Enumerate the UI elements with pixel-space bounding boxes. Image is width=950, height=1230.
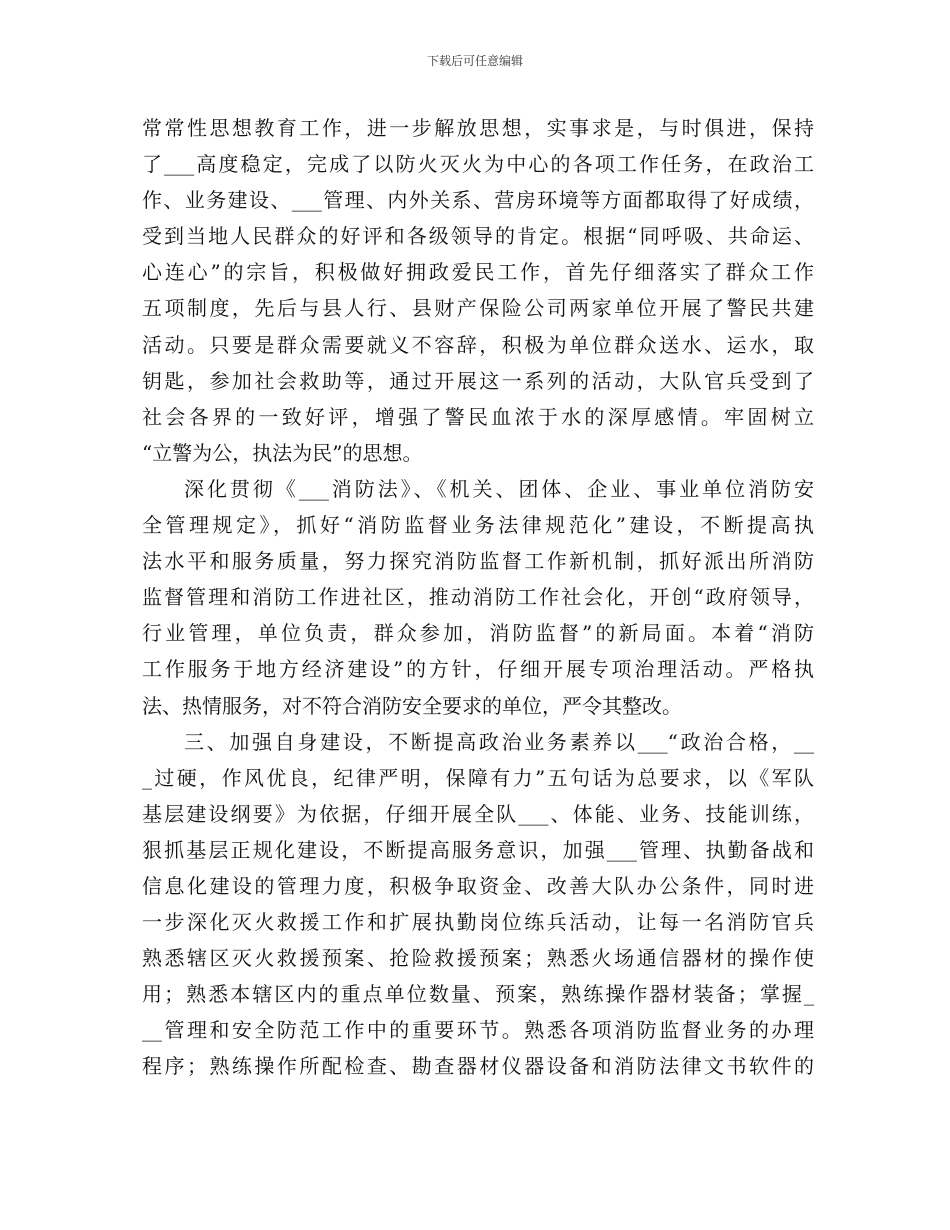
text-line: 熟悉辖区灭火救援预案、抢险救援预案；熟悉火场通信器材的操作使: [142, 946, 814, 971]
text-line: 深化贯彻《___消防法》、《机关、团体、企业、事业单位消防安: [184, 476, 814, 501]
text-line: 社会各界的一致好评，增强了警民血浓于水的深厚感情。牢固树立: [142, 404, 814, 429]
text-line: 法水平和服务质量，努力探究消防监督工作新机制，抓好派出所消防: [142, 549, 814, 574]
document-body: [142, 110, 814, 1085]
text-line: 狠抓基层正规化建设，不断提高服务意识，加强___管理、执勤备战和: [142, 837, 814, 862]
text-line: 钥匙，参加社会救助等，通过开展这一系列的活动，大队官兵受到了: [142, 368, 814, 393]
text-line: 心连心”的宗旨，积极做好拥政爱民工作，首先仔细落实了群众工作: [142, 260, 814, 285]
text-line: 作、业务建设、___管理、内外关系、营房环境等方面都取得了好成绩，: [142, 188, 814, 213]
text-line: 程序；熟练操作所配检查、勘查器材仪器设备和消防法律文书软件的: [142, 1054, 814, 1079]
text-line: 一步深化灭火救援工作和扩展执勤岗位练兵活动，让每一名消防官兵: [142, 910, 814, 935]
page-header: 下载后可任意编辑: [426, 54, 523, 68]
text-line: 行业管理，单位负责，群众参加，消防监督”的新局面。本着“消防: [142, 621, 814, 646]
text-line: 用；熟悉本辖区内的重点单位数量、预案，熟练操作器材装备；掌握_: [142, 982, 814, 1007]
text-line: 常常性思想教育工作，进一步解放思想，实事求是，与时俱进，保持: [142, 116, 814, 140]
text-line: 监督管理和消防工作进社区，推动消防工作社会化，开创“政府领导，: [142, 585, 814, 610]
text-line: 全管理规定》，抓好“消防监督业务法律规范化”建设，不断提高执: [142, 513, 814, 538]
text-line: 三、加强自身建设，不断提高政治业务素养以___“政治合格，__: [184, 729, 814, 754]
text-line: 基层建设纲要》为依据，仔细开展全队___、体能、业务、技能训练，: [142, 801, 814, 826]
text-line: 法、热情服务，对不符合消防安全要求的单位，严令其整改。: [142, 693, 682, 718]
text-line: __管理和安全防范工作中的重要环节。熟悉各项消防监督业务的办理: [142, 1018, 814, 1043]
text-line: 信息化建设的管理力度，积极争取资金、改善大队办公条件，同时进: [142, 873, 814, 898]
text-line: _过硬，作风优良，纪律严明，保障有力”五句话为总要求，以《军队: [142, 765, 814, 790]
text-line: 受到当地人民群众的好评和各级领导的肯定。根据“同呼吸、共命运、: [142, 224, 814, 249]
text-line: 活动。只要是群众需要就义不容辞，积极为单位群众送水、运水，取: [142, 332, 814, 357]
text-line: 了___高度稳定，完成了以防火灭火为中心的各项工作任务，在政治工: [142, 152, 814, 177]
text-line: 工作服务于地方经济建设”的方针，仔细开展专项治理活动。严格执: [142, 657, 814, 682]
text-line: 五项制度，先后与县人行、县财产保险公司两家单位开展了警民共建: [142, 296, 814, 321]
text-line: “立警为公，执法为民”的思想。: [142, 440, 423, 465]
